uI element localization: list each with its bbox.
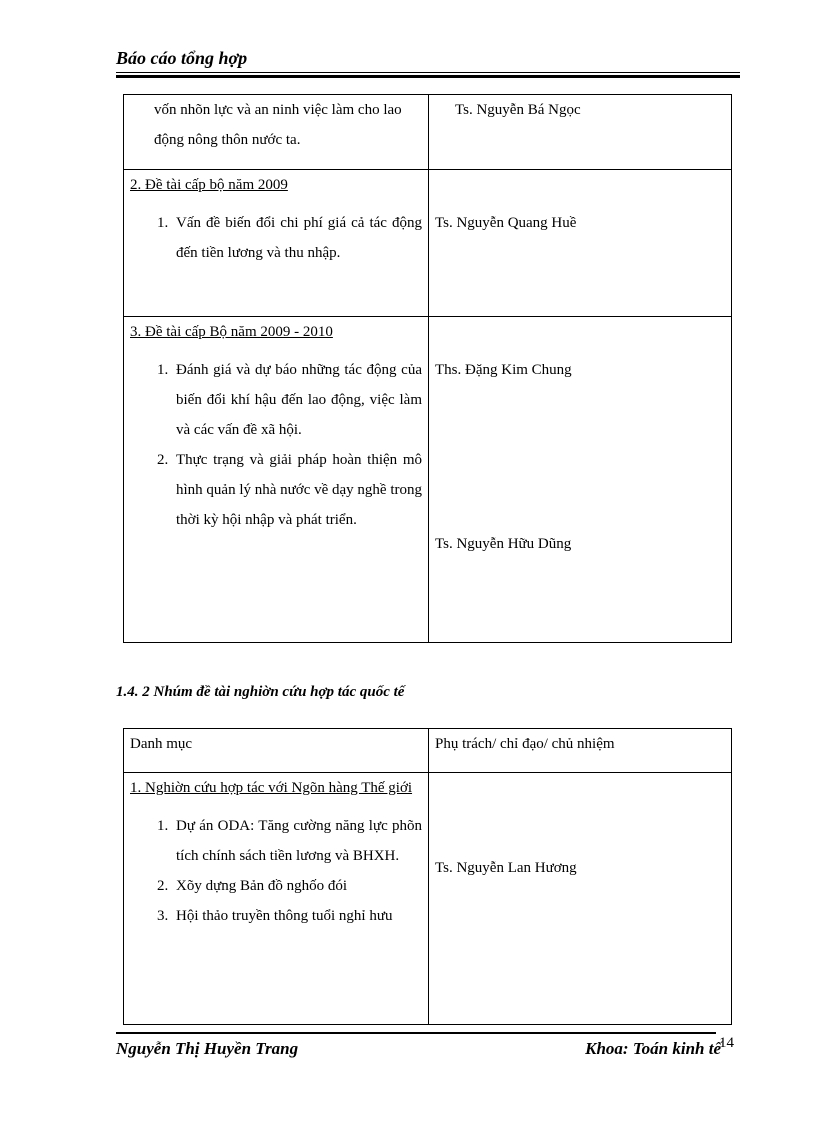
footer-rule <box>116 1032 716 1034</box>
table-cell <box>429 95 732 170</box>
list-item: 1. Vấn đề biến đổi chi phí giá cả tác động đến tiền lương và thu nhập. <box>172 208 422 268</box>
table-cell <box>124 773 429 1025</box>
lead-name: Ts. Nguyễn Bá Ngọc <box>455 102 581 118</box>
table-cell <box>124 317 429 643</box>
column-header: Danh mục <box>124 729 429 773</box>
table-cell <box>429 170 732 317</box>
footer-author: Nguyễn Thị Huyền Trang <box>116 1039 299 1058</box>
topic-group-title: 3. Đề tài cấp Bộ năm 2009 - 2010 <box>130 324 333 340</box>
table-header-row <box>124 729 732 773</box>
lead-name: Ts. Nguyễn Lan Hương <box>435 860 577 876</box>
research-topics-table <box>123 94 732 643</box>
table-row <box>124 317 732 643</box>
table-cell <box>429 317 732 643</box>
topic-list <box>130 811 422 931</box>
section-title: 1.4. 2 Nhúm đề tài nghiờn cứu hợp tác quốc tế <box>116 684 405 700</box>
topic-list <box>130 355 422 535</box>
footer-faculty: Khoa: Toán kinh tế <box>585 1039 721 1058</box>
table-row <box>124 170 732 317</box>
header-title: Báo cáo tổng hợp <box>116 48 248 68</box>
table-cell <box>124 170 429 317</box>
lead-name: Ths. Đặng Kim Chung <box>435 362 572 378</box>
list-item: 1. Dự án ODA: Tăng cường năng lực phõn tích chính sách tiền lương và BHXH. <box>172 811 422 871</box>
list-item: 2. Thực trạng và giải pháp hoàn thiện mô hình quản lý nhà nước về dạy nghề trong thời kỳ hội nhập và phát triển. <box>172 445 422 535</box>
topic-list <box>130 208 422 268</box>
table-row <box>124 95 732 170</box>
table-cell <box>124 95 429 170</box>
list-item: 3. Hội thảo truyền thông tuổi nghỉ hưu <box>172 901 422 931</box>
lead-name: Ts. Nguyễn Quang Huề <box>435 215 577 231</box>
page-number: 14 <box>719 1035 734 1051</box>
topic-group-title: 2. Đề tài cấp bộ năm 2009 <box>130 177 288 193</box>
lead-name: Ts. Nguyễn Hữu Dũng <box>435 536 572 552</box>
header-rule-thick <box>116 75 740 78</box>
list-item: 1. Đánh giá và dự báo những tác động của biến đổi khí hậu đến lao động, việc làm và các vấn đề xã hội. <box>172 355 422 445</box>
list-item: 2. Xõy dựng Bản đồ nghốo đói <box>172 871 422 901</box>
topic-group-title: 1. Nghiờn cứu hợp tác với Ngõn hàng Thế giới <box>130 780 413 796</box>
column-header: Phụ trách/ chỉ đạo/ chủ nhiệm <box>429 729 732 773</box>
header-rule <box>116 72 740 73</box>
international-cooperation-table <box>123 728 732 1025</box>
table-row <box>124 773 732 1025</box>
table-cell <box>429 773 732 1025</box>
topic-continuation: vốn nhõn lực và an ninh việc làm cho lao động nông thôn nước ta. <box>154 102 402 148</box>
